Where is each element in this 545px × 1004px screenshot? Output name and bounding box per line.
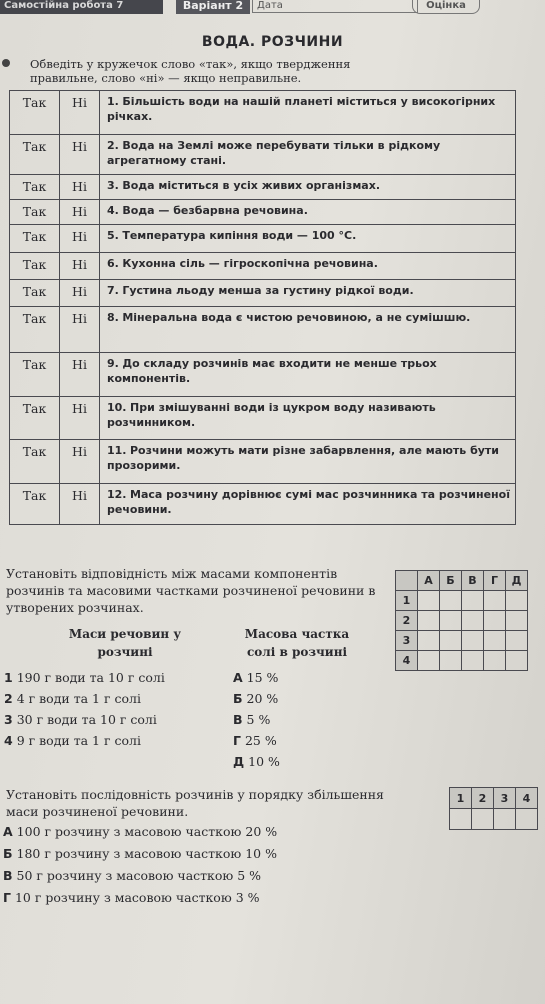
statement-text: Густина льоду менша за густину рідкої води. <box>122 284 414 297</box>
grid-column-label: Б <box>440 571 462 591</box>
mass-option <box>4 691 141 707</box>
work-title-strip <box>0 0 163 14</box>
statement-cell <box>100 91 516 135</box>
fraction-option <box>233 754 280 770</box>
grid-row-label: 3 <box>396 631 418 651</box>
statement-row <box>10 175 516 200</box>
statement-cell <box>100 253 516 280</box>
option-letter: Д <box>233 754 245 769</box>
answer-no[interactable]: Ні <box>60 397 100 440</box>
grid-row-label: 4 <box>396 651 418 671</box>
grid-answer-cell[interactable] <box>506 631 528 651</box>
grid-row <box>396 611 528 631</box>
statement-cell <box>100 225 516 253</box>
answer-no[interactable]: Ні <box>60 280 100 307</box>
statement-text: Вода міститься в усіх живих організмах. <box>122 179 381 192</box>
grid-column-label: В <box>462 571 484 591</box>
grid-answer-cell[interactable] <box>506 651 528 671</box>
grid-row <box>396 631 528 651</box>
answer-no[interactable]: Ні <box>60 175 100 200</box>
statement-cell <box>100 135 516 175</box>
grid-answer-cell[interactable] <box>462 631 484 651</box>
option-text: 50 г розчину з масовою часткою 5 % <box>16 868 262 883</box>
statement-row <box>10 353 516 397</box>
date-field[interactable]: Дата <box>252 0 418 13</box>
grid-row-label: 2 <box>396 611 418 631</box>
grid-answer-cell[interactable] <box>484 611 506 631</box>
statement-text: При змішуванні води із цукром воду називають розчинником. <box>107 401 436 429</box>
answer-no[interactable]: Ні <box>60 307 100 353</box>
grid-answer-cell[interactable] <box>484 631 506 651</box>
answer-yes[interactable]: Так <box>10 253 60 280</box>
option-number: 1 <box>4 670 13 685</box>
statement-number: 6. <box>107 257 119 270</box>
statement-number: 7. <box>107 284 119 297</box>
answer-yes[interactable]: Так <box>10 175 60 200</box>
task2-answer-grid <box>395 570 528 671</box>
option-letter: В <box>3 868 13 883</box>
option-letter: Б <box>3 846 13 861</box>
answer-yes[interactable]: Так <box>10 280 60 307</box>
statement-number: 2. <box>107 139 119 152</box>
task1-instruction: Обведіть у кружечок слово «так», якщо твердження правильне, слово «ні» — якщо неправильне. <box>30 57 351 85</box>
answer-yes[interactable]: Так <box>10 440 60 484</box>
statement-text: Вода — безбарвна речовина. <box>122 204 308 217</box>
option-text: 9 г води та 1 г солі <box>16 733 141 748</box>
true-false-table <box>9 90 516 525</box>
statement-number: 1. <box>107 95 119 108</box>
option-letter: Б <box>233 691 243 706</box>
grid-row <box>450 809 538 830</box>
statement-cell <box>100 440 516 484</box>
grid-column-label: 3 <box>494 788 516 809</box>
statement-text: Маса розчину дорівнює сумі мас розчинника та розчиненої речовини. <box>107 488 510 516</box>
option-letter: А <box>3 824 13 839</box>
statement-cell <box>100 280 516 307</box>
mass-option <box>4 733 141 749</box>
grid-answer-cell[interactable] <box>506 591 528 611</box>
option-number: 3 <box>4 712 13 727</box>
statement-row <box>10 200 516 225</box>
variant-label: Варіант 2 <box>176 0 250 14</box>
sequence-option <box>3 823 277 840</box>
grid-column-label: 4 <box>516 788 538 809</box>
statement-cell <box>100 307 516 353</box>
grid-header-row <box>450 788 538 809</box>
mass-option <box>4 670 165 686</box>
option-text: 180 г розчину з масовою часткою 10 % <box>16 846 277 861</box>
answer-no[interactable]: Ні <box>60 135 100 175</box>
task2-instruction: Установіть відповідність між масами компонентів розчинів та масовими частками розчиненої речовини в утворених розчинах. <box>6 566 376 615</box>
statement-number: 4. <box>107 204 119 217</box>
sequence-option <box>3 889 260 906</box>
statement-text: Розчини можуть мати різне забарвлення, але мають бути прозорими. <box>107 444 499 472</box>
fraction-option <box>233 670 278 686</box>
grid-column-label: Д <box>506 571 528 591</box>
option-text: 190 г води та 10 г солі <box>16 670 165 685</box>
answer-no[interactable]: Ні <box>60 253 100 280</box>
answer-yes[interactable]: Так <box>10 484 60 525</box>
statement-row <box>10 280 516 307</box>
answer-yes[interactable]: Так <box>10 200 60 225</box>
statement-number: 8. <box>107 311 119 324</box>
grid-answer-cell[interactable] <box>450 809 472 830</box>
statement-row <box>10 91 516 135</box>
grid-answer-cell[interactable] <box>418 651 440 671</box>
option-text: 10 г розчину з масовою часткою 3 % <box>14 890 260 905</box>
grid-answer-cell[interactable] <box>516 809 538 830</box>
answer-yes[interactable]: Так <box>10 225 60 253</box>
grid-answer-cell[interactable] <box>462 591 484 611</box>
statement-text: Кухонна сіль — гігроскопічна речовина. <box>122 257 378 270</box>
answer-yes[interactable]: Так <box>10 91 60 135</box>
statement-text: Температура кипіння води — 100 °С. <box>122 229 357 242</box>
option-letter: В <box>233 712 243 727</box>
answer-no[interactable]: Ні <box>60 225 100 253</box>
answer-yes[interactable]: Так <box>10 353 60 397</box>
grid-answer-cell[interactable] <box>494 809 516 830</box>
fraction-option <box>233 733 277 749</box>
option-text: 20 % <box>246 691 279 706</box>
grid-answer-cell[interactable] <box>418 631 440 651</box>
statement-row <box>10 135 516 175</box>
option-number: 4 <box>4 733 13 748</box>
answer-yes[interactable]: Так <box>10 397 60 440</box>
answer-no[interactable]: Ні <box>60 200 100 225</box>
fraction-option <box>233 691 278 707</box>
statement-number: 11. <box>107 444 127 457</box>
statement-text: Вода на Землі може перебувати тільки в рідкому агрегатному стані. <box>107 139 441 167</box>
answer-yes[interactable]: Так <box>10 307 60 353</box>
grid-row <box>396 651 528 671</box>
mass-option <box>4 712 157 728</box>
column-header-fractions: Масова частка солі в розчині <box>244 627 350 659</box>
answer-no[interactable]: Ні <box>60 484 100 525</box>
option-letter: Г <box>3 890 11 905</box>
option-text: 4 г води та 1 г солі <box>16 691 141 706</box>
statement-cell <box>100 200 516 225</box>
option-letter: Г <box>233 733 241 748</box>
answer-no[interactable]: Ні <box>60 353 100 397</box>
statement-row <box>10 484 516 525</box>
statement-number: 9. <box>107 357 119 370</box>
grid-answer-cell[interactable] <box>506 611 528 631</box>
task-marker-icon <box>2 59 10 67</box>
option-number: 2 <box>4 691 13 706</box>
grid-answer-cell[interactable] <box>440 631 462 651</box>
statement-text: До складу розчинів має входити не менше трьох компонентів. <box>107 357 437 385</box>
statement-cell <box>100 353 516 397</box>
grid-answer-cell[interactable] <box>462 611 484 631</box>
grid-answer-cell[interactable] <box>418 591 440 611</box>
grid-column-label: 2 <box>472 788 494 809</box>
statement-cell <box>100 484 516 525</box>
sequence-option <box>3 845 277 862</box>
sequence-option <box>3 867 261 884</box>
grid-answer-cell[interactable] <box>440 591 462 611</box>
answer-no[interactable]: Ні <box>60 91 100 135</box>
statement-number: 10. <box>107 401 127 414</box>
work-title: Самостійна робота 7 <box>4 0 124 11</box>
grid-answer-cell[interactable] <box>484 651 506 671</box>
grid-answer-cell[interactable] <box>472 809 494 830</box>
statement-text: Мінеральна вода є чистою речовиною, а не сумішшю. <box>122 311 471 324</box>
grid-row <box>396 591 528 611</box>
grid-answer-cell[interactable] <box>462 651 484 671</box>
statement-text: Більшість води на нашій планеті міститься у високогірних річках. <box>107 95 496 123</box>
grid-answer-cell[interactable] <box>440 651 462 671</box>
answer-yes[interactable]: Так <box>10 135 60 175</box>
page-title: ВОДА. РОЗЧИНИ <box>201 34 344 50</box>
statement-cell <box>100 175 516 200</box>
task3-answer-grid <box>449 787 538 830</box>
statement-row <box>10 440 516 484</box>
grid-corner-cell <box>396 571 418 591</box>
grid-answer-cell[interactable] <box>418 611 440 631</box>
grid-column-label: 1 <box>450 788 472 809</box>
statement-number: 3. <box>107 179 119 192</box>
fraction-option <box>233 712 270 728</box>
statement-row <box>10 253 516 280</box>
option-text: 10 % <box>248 754 280 769</box>
grid-column-label: Г <box>484 571 506 591</box>
grid-header-row <box>396 571 528 591</box>
answer-no[interactable]: Ні <box>60 440 100 484</box>
column-header-masses: Маси речовин у розчині <box>68 627 182 659</box>
statement-cell <box>100 397 516 440</box>
statement-number: 5. <box>107 229 119 242</box>
grid-column-label: А <box>418 571 440 591</box>
statement-number: 12. <box>107 488 127 501</box>
header-bar <box>0 0 545 16</box>
grid-answer-cell[interactable] <box>484 591 506 611</box>
option-text: 30 г води та 10 г солі <box>16 712 157 727</box>
task3-instruction: Установіть послідовність розчинів у порядку збільшення маси розчиненої речовини. <box>6 787 384 819</box>
statement-row <box>10 397 516 440</box>
grade-field[interactable]: Оцінка <box>412 0 480 14</box>
option-text: 15 % <box>246 670 279 685</box>
option-text: 5 % <box>246 712 271 727</box>
grid-answer-cell[interactable] <box>440 611 462 631</box>
option-text: 25 % <box>244 733 277 748</box>
grid-row-label: 1 <box>396 591 418 611</box>
option-text: 100 г розчину з масовою часткою 20 % <box>16 824 278 839</box>
statement-row <box>10 225 516 253</box>
statement-row <box>10 307 516 353</box>
option-letter: А <box>233 670 243 685</box>
